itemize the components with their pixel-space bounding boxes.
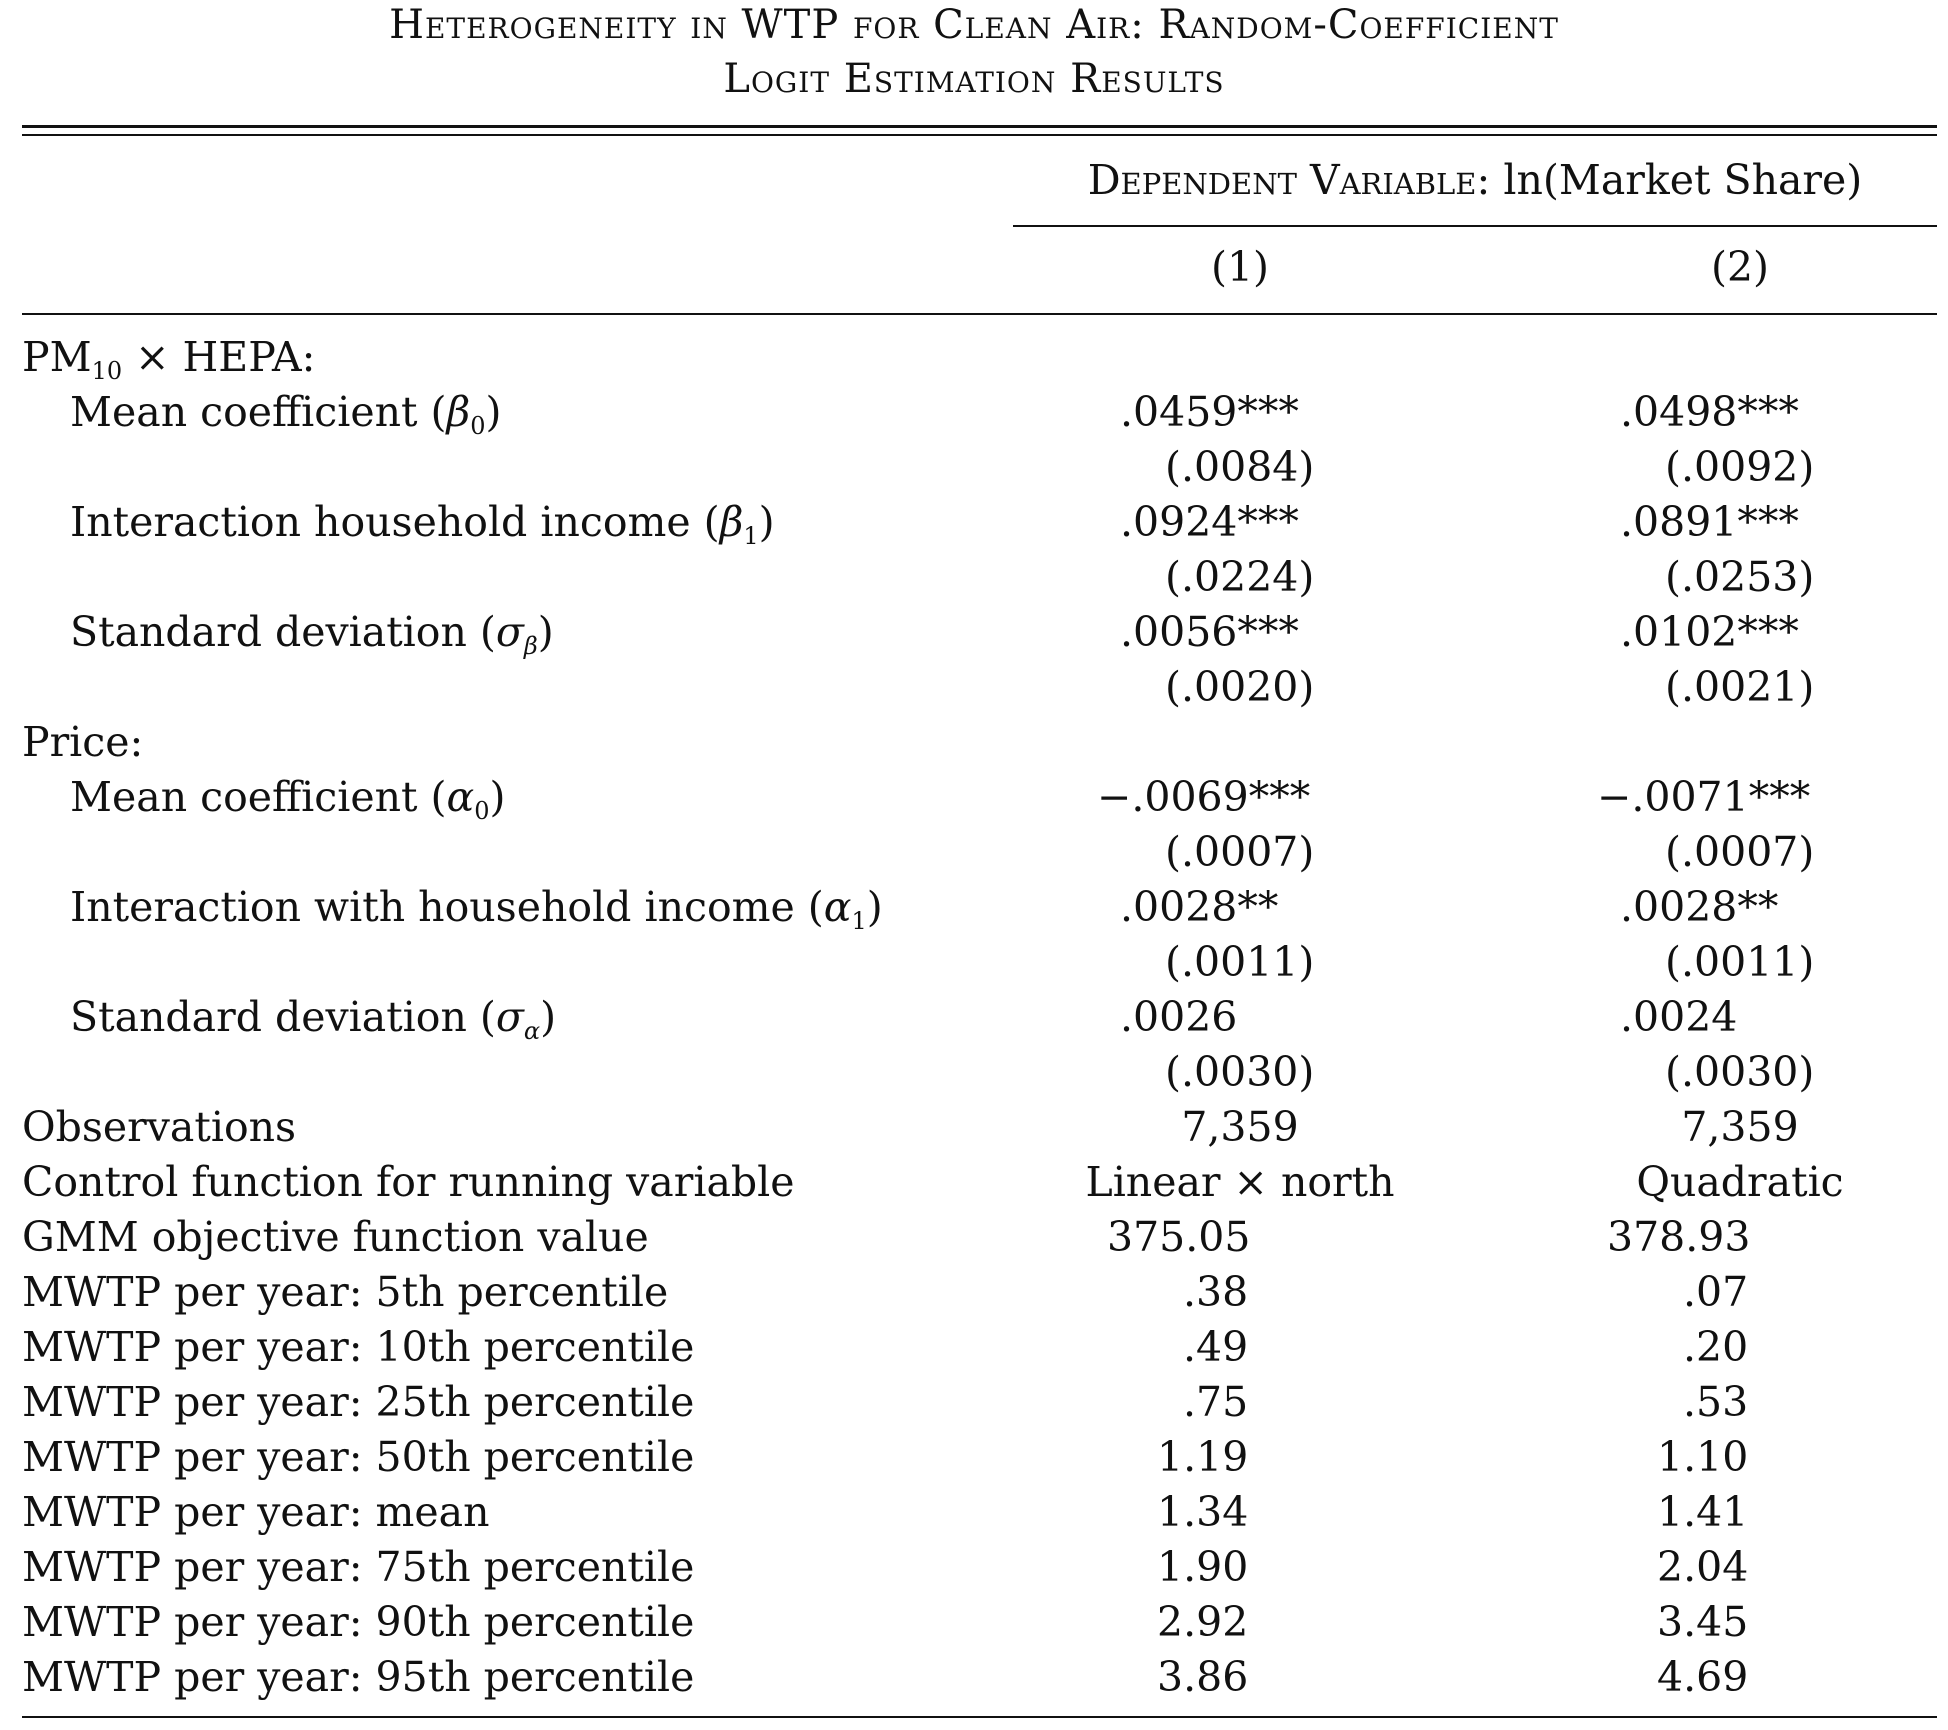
value-col2: 1.10 xyxy=(1657,1433,1749,1481)
value-col1: 375.05 xyxy=(1107,1213,1251,1261)
coef-col2: .0498*** xyxy=(1620,388,1799,436)
value-col1: .75 xyxy=(1183,1378,1249,1426)
se-col1: (.0011) xyxy=(1165,938,1315,986)
value-col2: 2.04 xyxy=(1657,1543,1749,1591)
se-row xyxy=(0,550,1948,605)
value-col1: Linear × north xyxy=(1085,1158,1395,1206)
value-col2: 1.41 xyxy=(1657,1488,1749,1536)
value-col2: 3.45 xyxy=(1657,1598,1749,1646)
coef-col2: .0102*** xyxy=(1620,608,1799,656)
se-col2: (.0092) xyxy=(1665,443,1815,491)
coef-col2: .0024 xyxy=(1620,993,1738,1041)
col1-header: (1) xyxy=(1210,243,1270,291)
value-col2: 378.93 xyxy=(1607,1213,1751,1261)
table-row xyxy=(0,1155,1948,1210)
row-label: Interaction household income $(\beta_1)$ xyxy=(70,498,775,550)
dependent-var: ln(Market Share) xyxy=(1503,156,1863,204)
coef-col1: .0459*** xyxy=(1120,388,1299,436)
table-row xyxy=(0,1100,1948,1155)
se-col1: (.0020) xyxy=(1165,663,1315,711)
row-label: MWTP per year: 50th percentile xyxy=(22,1433,695,1481)
table-title-line2: Logit Estimation Results xyxy=(723,56,1225,102)
table-row xyxy=(0,880,1948,935)
row-label: GMM objective function value xyxy=(22,1213,649,1261)
se-col1: (.0224) xyxy=(1165,553,1315,601)
se-row xyxy=(0,825,1948,880)
table-row xyxy=(0,1595,1948,1650)
se-row xyxy=(0,1045,1948,1100)
se-row xyxy=(0,440,1948,495)
table-row xyxy=(0,605,1948,660)
table-row xyxy=(0,770,1948,825)
table-row xyxy=(0,1375,1948,1430)
value-col1: 7,359 xyxy=(1181,1103,1299,1151)
coef-col1: .0026 xyxy=(1120,993,1238,1041)
se-col1: (.0030) xyxy=(1165,1048,1315,1096)
row-label: MWTP per year: 75th percentile xyxy=(22,1543,695,1591)
value-col2: 4.69 xyxy=(1657,1653,1749,1701)
se-col2: (.0253) xyxy=(1665,553,1815,601)
value-col2: .07 xyxy=(1683,1268,1749,1316)
coef-col1: .0028** xyxy=(1120,883,1279,931)
value-col2: .20 xyxy=(1683,1323,1749,1371)
coef-col1: .0924*** xyxy=(1120,498,1299,546)
table-row xyxy=(0,1540,1948,1595)
value-col2: Quadratic xyxy=(1636,1158,1844,1206)
table-row xyxy=(0,990,1948,1045)
section-price xyxy=(0,715,1948,770)
se-col1: (.0084) xyxy=(1165,443,1315,491)
row-label: Standard deviation $(\sigma_\alpha)$ xyxy=(70,993,557,1045)
value-col2: .53 xyxy=(1683,1378,1749,1426)
coef-col1: −.0069*** xyxy=(1097,773,1311,821)
coef-col2: .0891*** xyxy=(1620,498,1799,546)
table-row xyxy=(0,385,1948,440)
table-row xyxy=(0,495,1948,550)
value-col1: 3.86 xyxy=(1157,1653,1249,1701)
table-row xyxy=(0,1650,1948,1705)
bottom-rule xyxy=(22,1716,1937,1718)
table-row xyxy=(0,1430,1948,1485)
row-label: MWTP per year: 90th percentile xyxy=(22,1598,695,1646)
row-label: Observations xyxy=(22,1103,297,1151)
row-label: MWTP per year: 5th percentile xyxy=(22,1268,669,1316)
row-label: Interaction with household income $(\alpha_1)$ xyxy=(70,883,883,935)
se-row xyxy=(0,935,1948,990)
value-col1: 1.19 xyxy=(1157,1433,1249,1481)
table-title-line1: Heterogeneity in WTP for Clean Air: Random-Coefficient xyxy=(389,2,1559,48)
header-bottom-rule xyxy=(22,313,1937,315)
table-row xyxy=(0,1265,1948,1320)
row-label: Mean coefficient $(\alpha_0)$ xyxy=(70,773,506,825)
table-row xyxy=(0,1210,1948,1265)
section-pm-hepa xyxy=(0,330,1948,385)
col2-header: (2) xyxy=(1710,243,1770,291)
value-col1: 1.34 xyxy=(1157,1488,1249,1536)
value-col1: .49 xyxy=(1183,1323,1249,1371)
row-label: Mean coefficient $(\beta_0)$ xyxy=(70,388,502,440)
coef-col1: .0056*** xyxy=(1120,608,1299,656)
column-number-row xyxy=(0,240,1948,295)
section-price-label: Price: xyxy=(22,718,144,766)
section-pm-label: $PM_{10}$ × HEPA: xyxy=(22,333,316,385)
row-label: Standard deviation $(\sigma_\beta)$ xyxy=(70,608,554,660)
se-col2: (.0007) xyxy=(1665,828,1815,876)
top-rule-1 xyxy=(22,125,1937,128)
se-row xyxy=(0,660,1948,715)
value-col2: 7,359 xyxy=(1681,1103,1799,1151)
row-label: MWTP per year: mean xyxy=(22,1488,490,1536)
se-col2: (.0021) xyxy=(1665,663,1815,711)
value-col1: 2.92 xyxy=(1157,1598,1249,1646)
row-label: MWTP per year: 25th percentile xyxy=(22,1378,695,1426)
se-col2: (.0030) xyxy=(1665,1048,1815,1096)
header-sub-rule xyxy=(1013,225,1937,227)
dependent-variable-header xyxy=(1013,150,1937,210)
top-rule-2 xyxy=(22,134,1937,136)
value-col1: 1.90 xyxy=(1157,1543,1249,1591)
coef-col2: −.0071*** xyxy=(1597,773,1811,821)
row-label: MWTP per year: 95th percentile xyxy=(22,1653,695,1701)
value-col1: .38 xyxy=(1183,1268,1249,1316)
se-col1: (.0007) xyxy=(1165,828,1315,876)
coef-col2: .0028** xyxy=(1620,883,1779,931)
dependent-prefix: Dependent Variable: xyxy=(1087,156,1491,204)
table-row xyxy=(0,1320,1948,1375)
row-label: MWTP per year: 10th percentile xyxy=(22,1323,695,1371)
se-col2: (.0011) xyxy=(1665,938,1815,986)
table-row xyxy=(0,1485,1948,1540)
row-label: Control function for running variable xyxy=(22,1158,795,1206)
